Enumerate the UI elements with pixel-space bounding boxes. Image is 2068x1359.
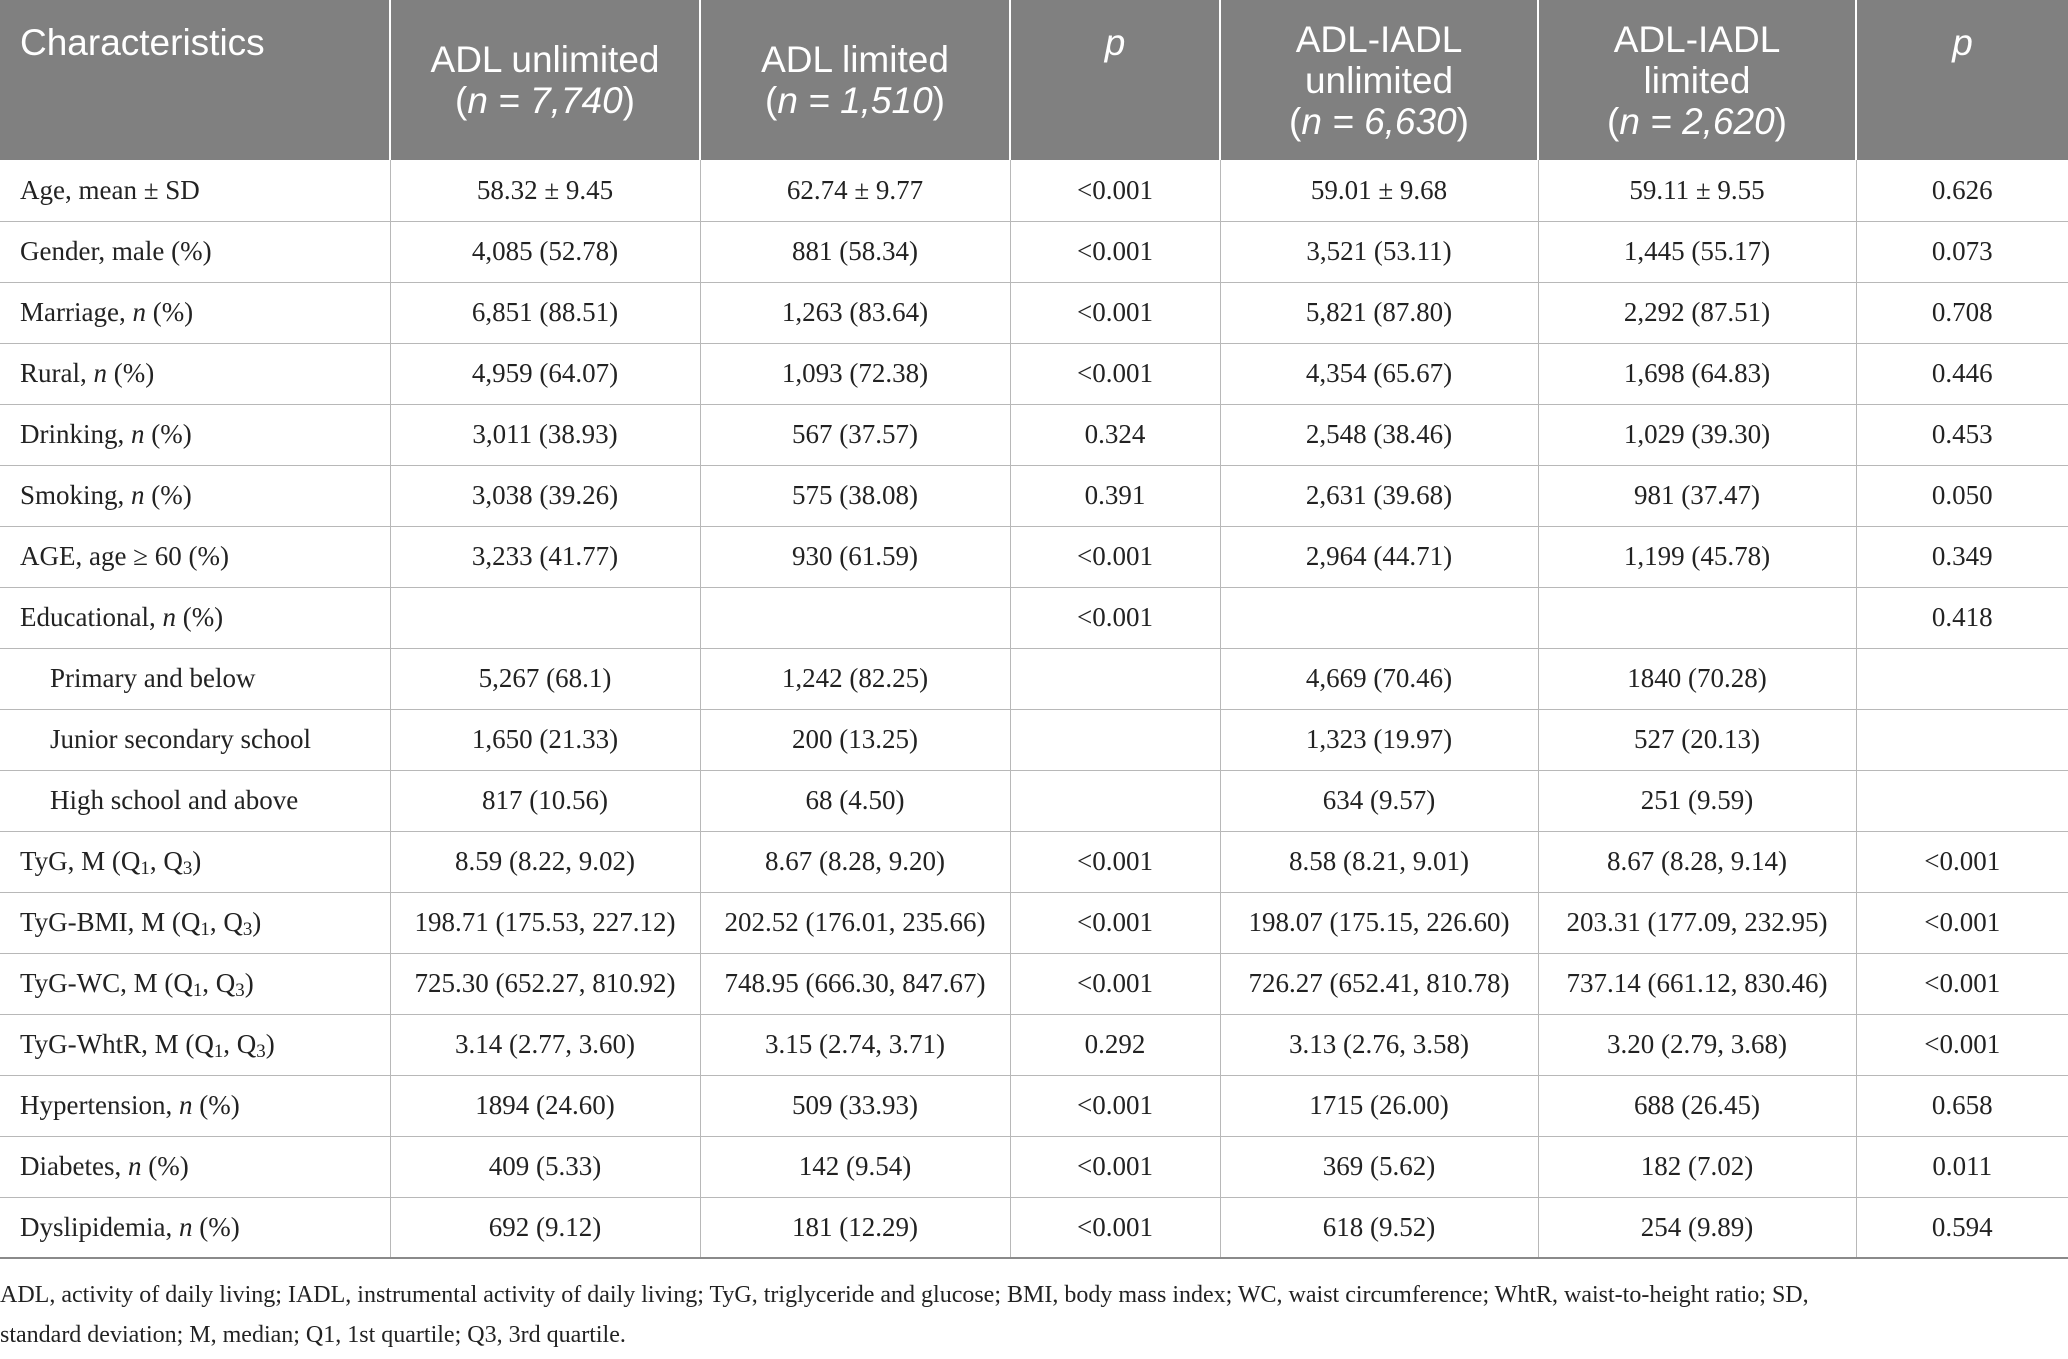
- cell-adl-iadl-limited: [1538, 587, 1856, 648]
- cell-adl-iadl-limited: 1,698 (64.83): [1538, 343, 1856, 404]
- cell-p-adl-iadl: 0.050: [1856, 465, 2068, 526]
- row-label: [0, 282, 390, 343]
- cell-adl-iadl-unlimited: 5,821 (87.80): [1220, 282, 1538, 343]
- cell-p-adl-iadl: <0.001: [1856, 892, 2068, 953]
- row-label-text: TyG-WhtR, M (Q: [20, 1029, 214, 1059]
- table-row: [0, 1075, 2068, 1136]
- cell-adl-limited: 881 (58.34): [700, 221, 1010, 282]
- cell-adl-iadl-limited: 203.31 (177.09, 232.95): [1538, 892, 1856, 953]
- header-adl-limited-n: n = 1,510: [777, 80, 933, 121]
- cell-p-adl: <0.001: [1010, 1197, 1220, 1258]
- cell-adl-iadl-unlimited: 3.13 (2.76, 3.58): [1220, 1014, 1538, 1075]
- table-row: [0, 1014, 2068, 1075]
- row-label-text: Smoking,: [20, 480, 132, 510]
- row-label: [0, 1075, 390, 1136]
- cell-p-adl: <0.001: [1010, 282, 1220, 343]
- table-header: [0, 0, 2068, 160]
- cell-adl-unlimited: 3,038 (39.26): [390, 465, 700, 526]
- cell-adl-unlimited: 725.30 (652.27, 810.92): [390, 953, 700, 1014]
- cell-adl-iadl-limited: 2,292 (87.51): [1538, 282, 1856, 343]
- table-row: [0, 282, 2068, 343]
- cell-adl-limited: [700, 587, 1010, 648]
- header-adl-unlimited-n: n = 7,740: [467, 80, 623, 121]
- cell-adl-limited: 1,242 (82.25): [700, 648, 1010, 709]
- cell-adl-unlimited: 3.14 (2.77, 3.60): [390, 1014, 700, 1075]
- row-label-suffix: (%): [192, 1090, 240, 1120]
- table-row: [0, 770, 2068, 831]
- cell-adl-iadl-unlimited: 2,964 (44.71): [1220, 526, 1538, 587]
- cell-adl-iadl-unlimited: 2,631 (39.68): [1220, 465, 1538, 526]
- quartile-close: ): [244, 968, 254, 998]
- cell-p-adl-iadl: 0.011: [1856, 1136, 2068, 1197]
- cell-p-adl: <0.001: [1010, 526, 1220, 587]
- cell-p-adl: <0.001: [1010, 160, 1220, 221]
- cell-adl-iadl-unlimited: 1715 (26.00): [1220, 1075, 1538, 1136]
- cell-adl-iadl-limited: 182 (7.02): [1538, 1136, 1856, 1197]
- row-label-n: n: [178, 1211, 193, 1242]
- row-label-text: AGE, age ≥ 60 (%): [20, 541, 229, 571]
- footnote-line-2: standard deviation; M, median; Q1, 1st quartile; Q3, 3rd quartile.: [0, 1322, 626, 1348]
- cell-p-adl-iadl: 0.418: [1856, 587, 2068, 648]
- cell-p-adl-iadl: <0.001: [1856, 1014, 2068, 1075]
- table-row: [0, 892, 2068, 953]
- row-label-text: Gender, male (%): [20, 236, 212, 266]
- row-label-text: Hypertension,: [20, 1090, 179, 1120]
- cell-adl-limited: 181 (12.29): [700, 1197, 1010, 1258]
- row-label: [0, 221, 390, 282]
- cell-p-adl: <0.001: [1010, 587, 1220, 648]
- cell-p-adl-iadl: [1856, 770, 2068, 831]
- row-label-suffix: (%): [145, 297, 194, 327]
- cell-adl-iadl-limited: 688 (26.45): [1538, 1075, 1856, 1136]
- quartile-subscript: 3: [235, 979, 245, 1001]
- row-label-n: n: [131, 419, 145, 449]
- cell-p-adl-iadl: 0.594: [1856, 1197, 2068, 1258]
- cell-adl-unlimited: 58.32 ± 9.45: [390, 160, 700, 221]
- row-label-n: n: [178, 1090, 193, 1120]
- row-label-text: TyG, M (Q: [20, 846, 141, 876]
- quartile-subscript: 1: [192, 979, 203, 1001]
- cell-adl-unlimited: 6,851 (88.51): [390, 282, 700, 343]
- row-label-suffix: (%): [192, 1211, 240, 1242]
- row-label: [0, 343, 390, 404]
- quartile-close: ): [252, 907, 262, 937]
- cell-adl-unlimited: 3,233 (41.77): [390, 526, 700, 587]
- cell-p-adl-iadl: [1856, 709, 2068, 770]
- quartile-subscript: 3: [256, 1040, 266, 1062]
- row-label-suffix: (%): [107, 358, 155, 388]
- cell-adl-iadl-limited: 1,199 (45.78): [1538, 526, 1856, 587]
- header-adl-iadl-unlimited: ADL-IADL unlimited (n = 6,630): [1220, 0, 1538, 160]
- cell-adl-limited: 8.67 (8.28, 9.20): [700, 831, 1010, 892]
- cell-adl-iadl-limited: 1840 (70.28): [1538, 648, 1856, 709]
- table-row: [0, 1197, 2068, 1258]
- cell-p-adl: <0.001: [1010, 892, 1220, 953]
- cell-p-adl: [1010, 770, 1220, 831]
- quartile-subscript: 3: [242, 918, 253, 940]
- row-label: [0, 648, 390, 709]
- cell-p-adl-iadl: 0.658: [1856, 1075, 2068, 1136]
- row-label: [0, 404, 390, 465]
- cell-p-adl-iadl: 0.626: [1856, 160, 2068, 221]
- header-adl-iadl-unlimited-n: n = 6,630: [1301, 100, 1457, 142]
- cell-adl-unlimited: [390, 587, 700, 648]
- cell-p-adl: <0.001: [1010, 1136, 1220, 1197]
- cell-adl-limited: 200 (13.25): [700, 709, 1010, 770]
- cell-adl-iadl-unlimited: 198.07 (175.15, 226.60): [1220, 892, 1538, 953]
- table-row: [0, 831, 2068, 892]
- cell-p-adl-iadl: <0.001: [1856, 953, 2068, 1014]
- table-row: [0, 1136, 2068, 1197]
- header-p-adl: p: [1010, 0, 1220, 160]
- cell-adl-unlimited: 5,267 (68.1): [390, 648, 700, 709]
- header-adl-iadl-limited: ADL-IADL limited (n = 2,620): [1538, 0, 1856, 160]
- row-label: [0, 1136, 390, 1197]
- row-label-suffix: (%): [175, 602, 224, 632]
- footnote-line-1: ADL, activity of daily living; IADL, instrumental activity of daily living; TyG, triglyceride and glucose; BMI, body mass index; WC, waist circumference; WhtR, waist-to-height ratio; SD,: [0, 1282, 1809, 1308]
- header-adl-iadl-limited-n: n = 2,620: [1619, 100, 1775, 142]
- cell-adl-iadl-limited: 1,445 (55.17): [1538, 221, 1856, 282]
- cell-adl-limited: 1,093 (72.38): [700, 343, 1010, 404]
- cell-adl-iadl-limited: 1,029 (39.30): [1538, 404, 1856, 465]
- header-adl-limited: ADL limited (n = 1,510): [700, 0, 1010, 160]
- row-label-n: n: [132, 297, 146, 327]
- row-label: [0, 526, 390, 587]
- cell-p-adl: [1010, 709, 1220, 770]
- row-label-suffix: (%): [141, 1151, 189, 1181]
- quartile-subscript: 3: [182, 857, 193, 879]
- cell-adl-iadl-unlimited: 369 (5.62): [1220, 1136, 1538, 1197]
- cell-p-adl-iadl: 0.349: [1856, 526, 2068, 587]
- cell-adl-iadl-unlimited: 59.01 ± 9.68: [1220, 160, 1538, 221]
- cell-adl-unlimited: 8.59 (8.22, 9.02): [390, 831, 700, 892]
- cell-adl-iadl-limited: 3.20 (2.79, 3.68): [1538, 1014, 1856, 1075]
- table-row: [0, 221, 2068, 282]
- cell-p-adl: <0.001: [1010, 1075, 1220, 1136]
- quartile-close: ): [265, 1029, 275, 1059]
- cell-adl-limited: 748.95 (666.30, 847.67): [700, 953, 1010, 1014]
- row-label-text: Dyslipidemia,: [20, 1211, 179, 1242]
- cell-adl-limited: 930 (61.59): [700, 526, 1010, 587]
- row-label-suffix: (%): [144, 480, 192, 510]
- row-label: [0, 160, 390, 221]
- cell-adl-unlimited: 198.71 (175.53, 227.12): [390, 892, 700, 953]
- row-label: [0, 831, 390, 892]
- cell-adl-iadl-unlimited: 726.27 (652.41, 810.78): [1220, 953, 1538, 1014]
- quartile-subscript: 1: [140, 857, 150, 879]
- cell-p-adl: 0.324: [1010, 404, 1220, 465]
- row-label-text: TyG-BMI, M (Q: [20, 907, 201, 937]
- row-label-text: Diabetes,: [20, 1151, 128, 1181]
- table-row: [0, 404, 2068, 465]
- row-label-text: Educational,: [20, 602, 163, 632]
- row-label-text: Rural,: [20, 358, 94, 388]
- row-label-n: n: [127, 1151, 142, 1181]
- row-label-text: Age, mean ± SD: [20, 174, 200, 205]
- table-row: [0, 465, 2068, 526]
- quartile-subscript: 1: [213, 1040, 224, 1062]
- quartile-separator: , Q: [209, 907, 243, 937]
- row-label: [0, 953, 390, 1014]
- quartile-separator: , Q: [202, 968, 236, 998]
- cell-adl-unlimited: 3,011 (38.93): [390, 404, 700, 465]
- cell-p-adl: 0.391: [1010, 465, 1220, 526]
- cell-adl-limited: 3.15 (2.74, 3.71): [700, 1014, 1010, 1075]
- row-label: [0, 587, 390, 648]
- row-label: [0, 1014, 390, 1075]
- cell-adl-limited: 68 (4.50): [700, 770, 1010, 831]
- cell-adl-iadl-unlimited: 4,354 (65.67): [1220, 343, 1538, 404]
- cell-adl-limited: 567 (37.57): [700, 404, 1010, 465]
- table-row: [0, 709, 2068, 770]
- cell-adl-unlimited: 409 (5.33): [390, 1136, 700, 1197]
- cell-p-adl-iadl: [1856, 648, 2068, 709]
- row-label-text: Marriage,: [20, 297, 133, 327]
- cell-adl-unlimited: 4,085 (52.78): [390, 221, 700, 282]
- cell-adl-limited: 142 (9.54): [700, 1136, 1010, 1197]
- cell-adl-iadl-limited: 737.14 (661.12, 830.46): [1538, 953, 1856, 1014]
- row-label-text: Drinking,: [20, 419, 131, 449]
- header-p-adl-iadl: p: [1856, 0, 2068, 160]
- cell-adl-iadl-unlimited: 1,323 (19.97): [1220, 709, 1538, 770]
- row-label-text: TyG-WC, M (Q: [20, 968, 193, 998]
- row-label: [0, 465, 390, 526]
- row-label: [0, 770, 390, 831]
- cell-adl-iadl-unlimited: 8.58 (8.21, 9.01): [1220, 831, 1538, 892]
- table-row: [0, 343, 2068, 404]
- row-label: [0, 709, 390, 770]
- cell-p-adl-iadl: 0.453: [1856, 404, 2068, 465]
- quartile-close: ): [192, 846, 202, 876]
- cell-adl-unlimited: 4,959 (64.07): [390, 343, 700, 404]
- table-row: [0, 648, 2068, 709]
- row-label-n: n: [131, 480, 145, 510]
- row-label-n: n: [162, 602, 176, 632]
- cell-adl-iadl-limited: 981 (37.47): [1538, 465, 1856, 526]
- cell-adl-iadl-limited: 527 (20.13): [1538, 709, 1856, 770]
- row-label-n: n: [93, 358, 107, 388]
- cell-p-adl: <0.001: [1010, 953, 1220, 1014]
- quartile-separator: , Q: [149, 846, 183, 876]
- cell-adl-iadl-limited: 8.67 (8.28, 9.14): [1538, 831, 1856, 892]
- table-row: [0, 526, 2068, 587]
- header-adl-unlimited: ADL unlimited (n = 7,740): [390, 0, 700, 160]
- table-footnote: [0, 1275, 2040, 1355]
- cell-p-adl: <0.001: [1010, 343, 1220, 404]
- row-label: [0, 892, 390, 953]
- cell-p-adl: [1010, 648, 1220, 709]
- cell-adl-limited: 202.52 (176.01, 235.66): [700, 892, 1010, 953]
- cell-adl-iadl-unlimited: 4,669 (70.46): [1220, 648, 1538, 709]
- cell-adl-iadl-unlimited: 2,548 (38.46): [1220, 404, 1538, 465]
- header-row: [0, 0, 2068, 160]
- cell-p-adl-iadl: 0.708: [1856, 282, 2068, 343]
- cell-adl-unlimited: 817 (10.56): [390, 770, 700, 831]
- quartile-separator: , Q: [223, 1029, 257, 1059]
- cell-p-adl-iadl: <0.001: [1856, 831, 2068, 892]
- cell-adl-iadl-unlimited: 618 (9.52): [1220, 1197, 1538, 1258]
- cell-adl-limited: 509 (33.93): [700, 1075, 1010, 1136]
- cell-adl-limited: 1,263 (83.64): [700, 282, 1010, 343]
- cell-adl-iadl-limited: 254 (9.89): [1538, 1197, 1856, 1258]
- cell-p-adl: <0.001: [1010, 221, 1220, 282]
- row-label: [0, 1197, 390, 1258]
- cell-adl-limited: 575 (38.08): [700, 465, 1010, 526]
- cell-adl-iadl-limited: 59.11 ± 9.55: [1538, 160, 1856, 221]
- row-label-text: Primary and below: [50, 663, 256, 693]
- cell-adl-unlimited: 1894 (24.60): [390, 1075, 700, 1136]
- cell-p-adl-iadl: 0.446: [1856, 343, 2068, 404]
- cell-adl-iadl-unlimited: [1220, 587, 1538, 648]
- cell-adl-limited: 62.74 ± 9.77: [700, 160, 1010, 221]
- cell-p-adl-iadl: 0.073: [1856, 221, 2068, 282]
- cell-p-adl: 0.292: [1010, 1014, 1220, 1075]
- row-label-text: Junior secondary school: [50, 724, 311, 754]
- header-characteristics: Characteristics: [0, 0, 390, 160]
- quartile-subscript: 1: [200, 918, 210, 940]
- cell-adl-unlimited: 692 (9.12): [390, 1197, 700, 1258]
- row-label-text: High school and above: [50, 785, 299, 815]
- cell-adl-iadl-unlimited: 634 (9.57): [1220, 770, 1538, 831]
- row-label-suffix: (%): [144, 419, 192, 449]
- cell-adl-iadl-limited: 251 (9.59): [1538, 770, 1856, 831]
- table-row: [0, 953, 2068, 1014]
- cell-adl-iadl-unlimited: 3,521 (53.11): [1220, 221, 1538, 282]
- table-row: [0, 160, 2068, 221]
- cell-p-adl: <0.001: [1010, 831, 1220, 892]
- table-body: [0, 160, 2068, 1258]
- cell-adl-unlimited: 1,650 (21.33): [390, 709, 700, 770]
- table-row: [0, 587, 2068, 648]
